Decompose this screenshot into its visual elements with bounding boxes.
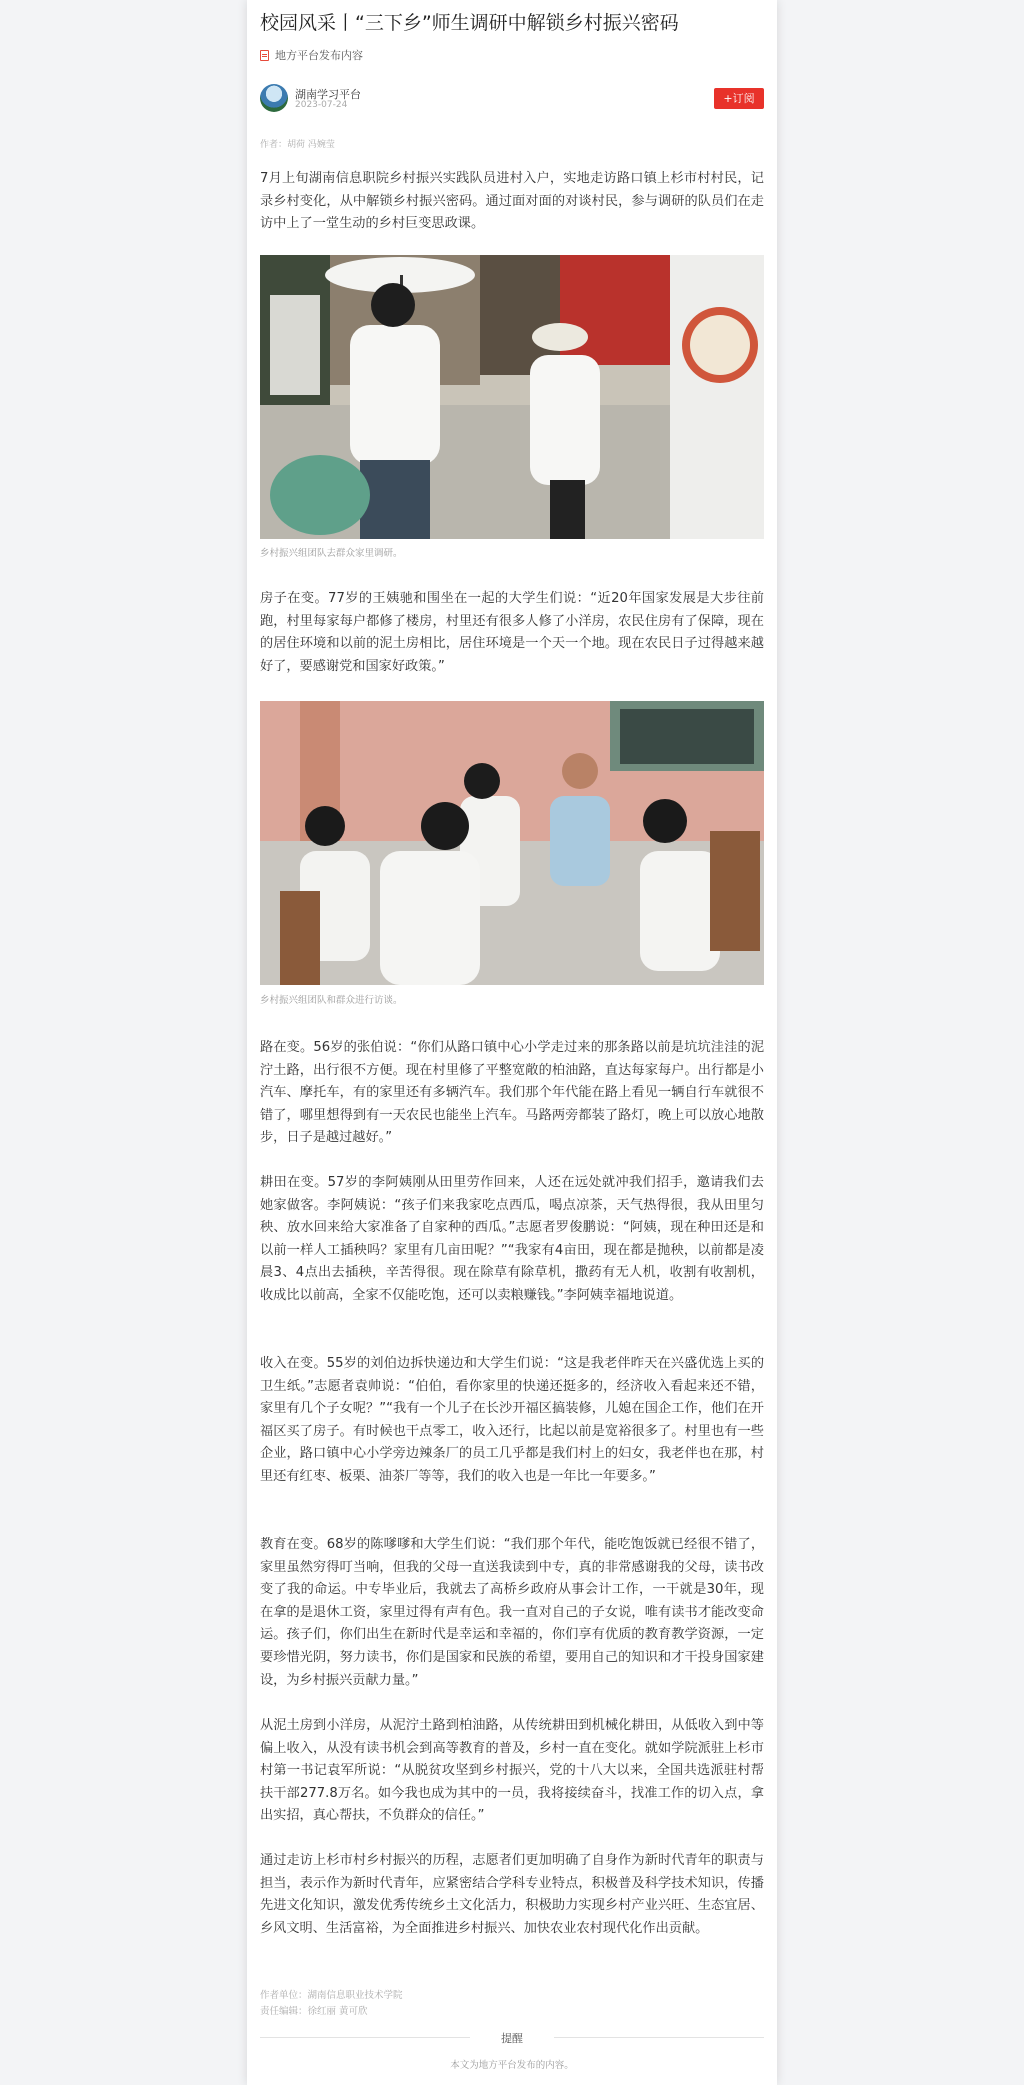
reminder-divider xyxy=(260,2030,764,2044)
document-icon xyxy=(260,50,269,61)
paragraph: 路在变。56岁的张伯说：“你们从路口镇中心小学走过来的那条路以前是坑坑洼洼的泥泞土路，出行很不方便。现在村里修了平整宽敞的柏油路，直达每家每户。出行都是小汽车、摩托车，有的家里还有多辆汽车。我们那个年代能在路上看见一辆自行车就很不错了，哪里想得到有一天农民也能坐上汽车。马路两旁都装了路灯，晚上可以放心地散步，日子是越过越好。” xyxy=(260,1040,764,1146)
publisher-name[interactable]: 湖南学习平台 xyxy=(295,88,361,101)
source-row xyxy=(260,47,363,63)
subscribe-button[interactable]: +订阅 xyxy=(714,88,764,109)
author-unit: 作者单位：湖南信息职业技术学院 xyxy=(260,1990,403,2001)
paragraph: 从泥土房到小洋房，从泥泞土路到柏油路，从传统耕田到机械化耕田，从低收入到中等偏上收入，从没有读书机会到高等教育的普及，乡村一直在变化。就如学院派驻上杉市村第一书记袁军所说：“从脱贫攻坚到乡村振兴，党的十八大以来，全国共选派驻村帮扶干部277.8万名。如今我也成为其中的一员，我将接续奋斗，找准工作的切入点，拿出实招，真心帮扶，不负群众的信任。” xyxy=(260,1718,764,1824)
paragraph: 通过走访上杉市村乡村振兴的历程，志愿者们更加明确了自身作为新时代青年的职责与担当，表示作为新时代青年，应紧密结合学科专业特点，积极普及科学技术知识，传播先进文化知识，激发优秀传统乡土文化活力，积极助力实现乡村产业兴旺、生态宜居、乡风文明、生活富裕，为全面推进乡村振兴、加快农业农村现代化作出贡献。 xyxy=(260,1853,764,1936)
divider-label-text: 提醒 xyxy=(493,2032,531,2045)
paragraph: 房子在变。77岁的王姨驰和围坐在一起的大学生们说：“近20年国家发展是大步往前跑，村里每家每户都修了楼房，村里还有很多人修了小洋房，农民住房有了保障，现在的居住环境和以前的泥土房相比，居住环境是一个天一个地。现在农民日子过得越来越好了，要感谢党和国家好政策。” xyxy=(260,591,764,674)
article-page xyxy=(247,0,777,2085)
paragraph: 教育在变。68岁的陈嗲嗲和大学生们说：“我们那个年代，能吃饱饭就已经很不错了，家里虽然穷得叮当响，但我的父母一直送我读到中专，真的非常感谢我的父母，读书改变了我的命运。中专毕业后，我就去了高桥乡政府从事会计工作，一干就是30年，现在拿的是退休工资，家里过得有声有色。我一直对自己的子女说，唯有读书才能改变命运。孩子们，你们出生在新时代是幸运和幸福的，你们享有优质的教育教学资源，一定要珍惜光阴，努力读书，你们是国家和民族的希望，要用自己的知识和才干投身国家建设，为乡村振兴贡献力量。” xyxy=(260,1537,764,1688)
paragraph: 收入在变。55岁的刘伯边拆快递边和大学生们说：“这是我老伴昨天在兴盛优选上买的卫生纸。”志愿者袁帅说：“伯伯，看你家里的快递还挺多的，经济收入看起来还不错，家里有几个子女呢？”“我有一个儿子在长沙开福区搞装修，儿媳在国企工作，他们在开福区买了房子。有时候也干点零工，收入还行，比起以前是宽裕很多了。村里也有一些企业，路口镇中心小学旁边辣条厂的员工几乎都是我们村上的妇女，我老伴也在那，村里还有红枣、板栗、油茶厂等等，我们的收入也是一年比一年要多。” xyxy=(260,1356,764,1484)
responsible-editor: 责任编辑：徐红丽 黄可欣 xyxy=(260,2006,368,2017)
publish-date: 2023-07-24 xyxy=(295,100,348,110)
article-title: 校园风采丨“三下乡”师生调研中解锁乡村振兴密码 xyxy=(260,12,679,34)
source-label: 地方平台发布内容 xyxy=(275,49,363,62)
publisher-avatar[interactable] xyxy=(260,84,288,112)
platform-notice: 本文为地方平台发布的内容。 xyxy=(450,2060,574,2071)
divider-label xyxy=(260,2030,764,2046)
photo-caption: 乡村振兴组团队和群众进行访谈。 xyxy=(260,995,403,1006)
paragraph: 7月上旬湖南信息职院乡村振兴实践队员进村入户，实地走访路口镇上杉市村村民，记录乡村变化，从中解锁乡村振兴密码。通过面对面的对谈村民，参与调研的队员们在走访中上了一堂生动的乡村巨变思政课。 xyxy=(260,171,764,232)
photo-caption: 乡村振兴组团队去群众家里调研。 xyxy=(260,548,403,559)
photo-village-visit xyxy=(260,255,764,539)
publisher-row xyxy=(260,84,764,114)
author-line: 作者：胡荷 冯婉莹 xyxy=(260,140,335,150)
photo-interview xyxy=(260,701,764,985)
paragraph: 耕田在变。57岁的李阿姨刚从田里劳作回来，人还在远处就冲我们招手，邀请我们去她家做客。李阿姨说：“孩子们来我家吃点西瓜，喝点凉茶，天气热得很，我从田里匀秧、放水回来给大家准备了自家种的西瓜。”志愿者罗俊鹏说：“阿姨，现在种田还是和以前一样人工插秧吗？家里有几亩田呢？”“我家有4亩田，现在都是抛秧，以前都是凌晨3、4点出去插秧，辛苦得很。现在除草有除草机，撒药有无人机，收割有收割机，收成比以前高，全家不仅能吃饱，还可以卖粮赚钱。”李阿姨幸福地说道。 xyxy=(260,1175,764,1303)
